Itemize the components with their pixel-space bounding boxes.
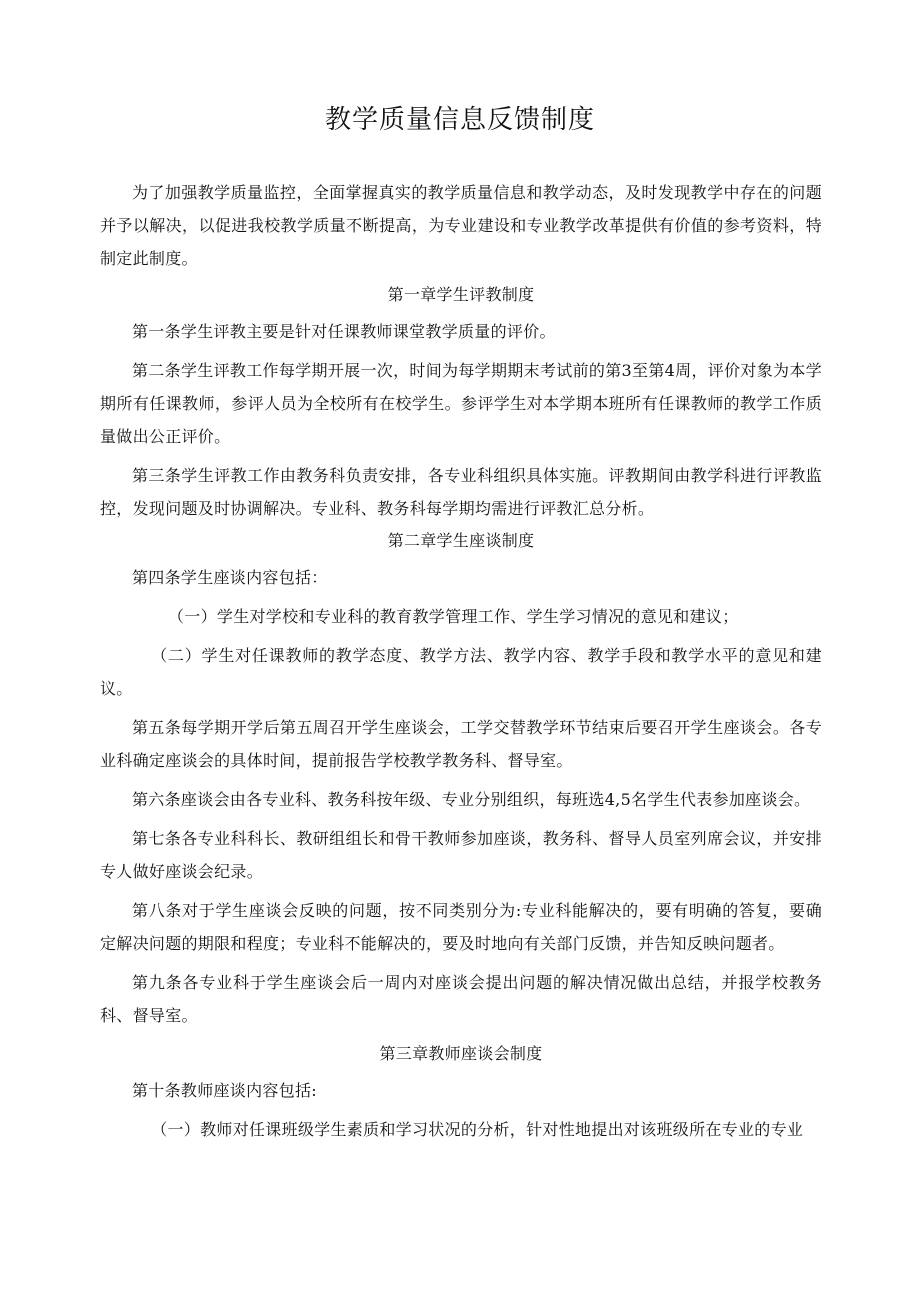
article-8: 第八条对于学生座谈会反映的问题，按不同类别分为:专业科能解决的，要有明确的答复，要确定解决问题的期限和程度；专业科不能解决的，要及时地向有关部门反馈，并告知反映问题者。 — [100, 901, 822, 953]
document-title: 教学质量信息反馈制度 — [324, 105, 595, 135]
article-4-item-2: （二）学生对任课教师的教学态度、教学方法、教学内容、教学手段和教学水平的意见和建议。 — [100, 646, 822, 698]
chapter-2-heading: 第二章学生座谈制度 — [387, 531, 535, 550]
article-10-item-1: （一）教师对任课班级学生素质和学习状况的分析，针对性地提出对该班级所在专业的专业 — [151, 1120, 804, 1139]
article-9: 第九条各专业科于学生座谈会后一周内对座谈会提出问题的解决情况做出总结，并报学校教务科、督导室。 — [100, 973, 822, 1025]
article-1: 第一条学生评教主要是针对任课教师课堂教学质量的评价。 — [132, 322, 556, 341]
article-10: 第十条教师座谈内容包括: — [132, 1081, 317, 1100]
document-body — [100, 176, 822, 1146]
intro-paragraph: 为了加强教学质量监控，全面掌握真实的教学质量信息和教学动态，及时发现教学中存在的问题并予以解决，以促进我校教学质量不断提高，为专业建设和专业教学改革提供有价值的参考资料，特制定此制度。 — [100, 183, 822, 268]
article-7: 第七条各专业科科长、教研组组长和骨干教师参加座谈，教务科、督导人员室列席会议，并安排专人做好座谈会纪录。 — [100, 829, 822, 881]
article-6: 第六条座谈会由各专业科、教务科按年级、专业分别组织，每班选4,5名学生代表参加座谈会。 — [132, 790, 811, 809]
chapter-3-heading: 第三章教师座谈会制度 — [379, 1044, 543, 1063]
article-5: 第五条每学期开学后第五周召开学生座谈会，工学交替教学环节结束后要召开学生座谈会。各专业科确定座谈会的具体时间，提前报告学校教学教务科、督导室。 — [100, 718, 822, 770]
article-2: 第二条学生评教工作每学期开展一次，时间为每学期期末考试前的第3至第4周，评价对象为本学期所有任课教师，参评人员为全校所有在校学生。参评学生对本学期本班所有任课教师的教学工作质量做出公正评价。 — [100, 361, 822, 446]
chapter-1-heading: 第一章学生评教制度 — [387, 285, 535, 304]
article-4: 第四条学生座谈内容包括： — [132, 568, 328, 587]
article-3: 第三条学生评教工作由教务科负责安排，各专业科组织具体实施。评教期间由教学科进行评教监控，发现问题及时协调解决。专业科、教务科每学期均需进行评教汇总分析。 — [100, 466, 822, 518]
article-4-item-1: （一）学生对学校和专业科的教育教学管理工作、学生学习情况的意见和建议； — [168, 607, 739, 626]
